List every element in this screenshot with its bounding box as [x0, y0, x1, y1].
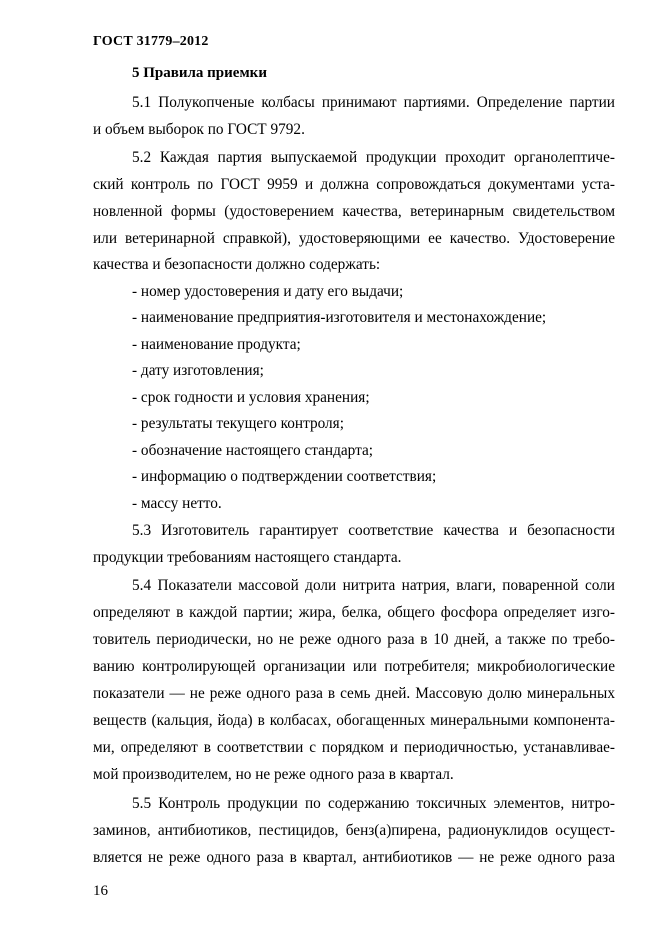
section-title: 5 Правила приемки [132, 65, 267, 81]
document-header: ГОСТ 31779–2012 [93, 34, 209, 49]
list-item: - наименование продукта; [132, 336, 301, 353]
paragraph-line: ванию контролирующей организации или потребителя; микробиологические [93, 658, 615, 675]
paragraph-line: качества и безопасности должно содержать: [93, 256, 381, 273]
paragraph-line: и объем выборок по ГОСТ 9792. [93, 121, 305, 138]
page-number: 16 [93, 883, 108, 899]
list-item: - массу нетто. [132, 495, 222, 512]
paragraph-line: ми, определяют в соответствии с порядком и периодичностью, устанавливае- [93, 739, 615, 756]
list-item: - обозначение настоящего стандарта; [132, 442, 374, 459]
list-item: - наименование предприятия-изготовителя и местонахождение; [132, 309, 547, 326]
list-item: - дату изготовления; [132, 362, 264, 379]
paragraph-line: новленной формы (удостоверением качества, ветеринарным свидетельством [93, 203, 615, 220]
paragraph-line: мой производителем, но не реже одного раза в квартал. [93, 766, 454, 783]
paragraph-line: вляется не реже одного раза в квартал, антибиотиков — не реже одного раза [93, 849, 615, 866]
paragraph-line: веществ (кальция, йода) в колбасах, обогащенных минеральными компонента- [93, 712, 615, 729]
paragraph-line: продукции требованиям настоящего стандарта. [93, 549, 402, 566]
list-item: - номер удостоверения и дату его выдачи; [132, 283, 404, 300]
paragraph-line: 5.5 Контроль продукции по содержанию токсичных элементов, нитро- [132, 795, 615, 812]
paragraph-line: показатели — не реже одного раза в семь дней. Массовую долю минеральных [93, 685, 615, 702]
list-item: - срок годности и условия хранения; [132, 389, 370, 406]
paragraph-line: 5.4 Показатели массовой доли нитрита натрия, влаги, поваренной соли [132, 577, 615, 594]
paragraph-line: или ветеринарной справкой), удостоверяющими ее качество. Удостоверение [93, 230, 615, 247]
paragraph-line: 5.1 Полукопченые колбасы принимают партиями. Определение партии [132, 94, 615, 111]
paragraph-line: ский контроль по ГОСТ 9959 и должна сопровождаться документами уста- [93, 176, 615, 193]
list-item: - информацию о подтверждении соответствия; [132, 468, 437, 485]
paragraph-line: 5.3 Изготовитель гарантирует соответствие качества и безопасности [132, 522, 615, 539]
list-item: - результаты текущего контроля; [132, 415, 344, 432]
paragraph-line: 5.2 Каждая партия выпускаемой продукции проходит органолептиче- [132, 149, 615, 166]
paragraph-line: товитель периодически, но не реже одного раза в 10 дней, а также по требо- [93, 631, 615, 648]
paragraph-line: определяют в каждой партии; жира, белка, общего фосфора определяет изго- [93, 604, 615, 621]
paragraph-line: заминов, антибиотиков, пестицидов, бенз(а)пирена, радионуклидов осущест- [93, 822, 615, 839]
